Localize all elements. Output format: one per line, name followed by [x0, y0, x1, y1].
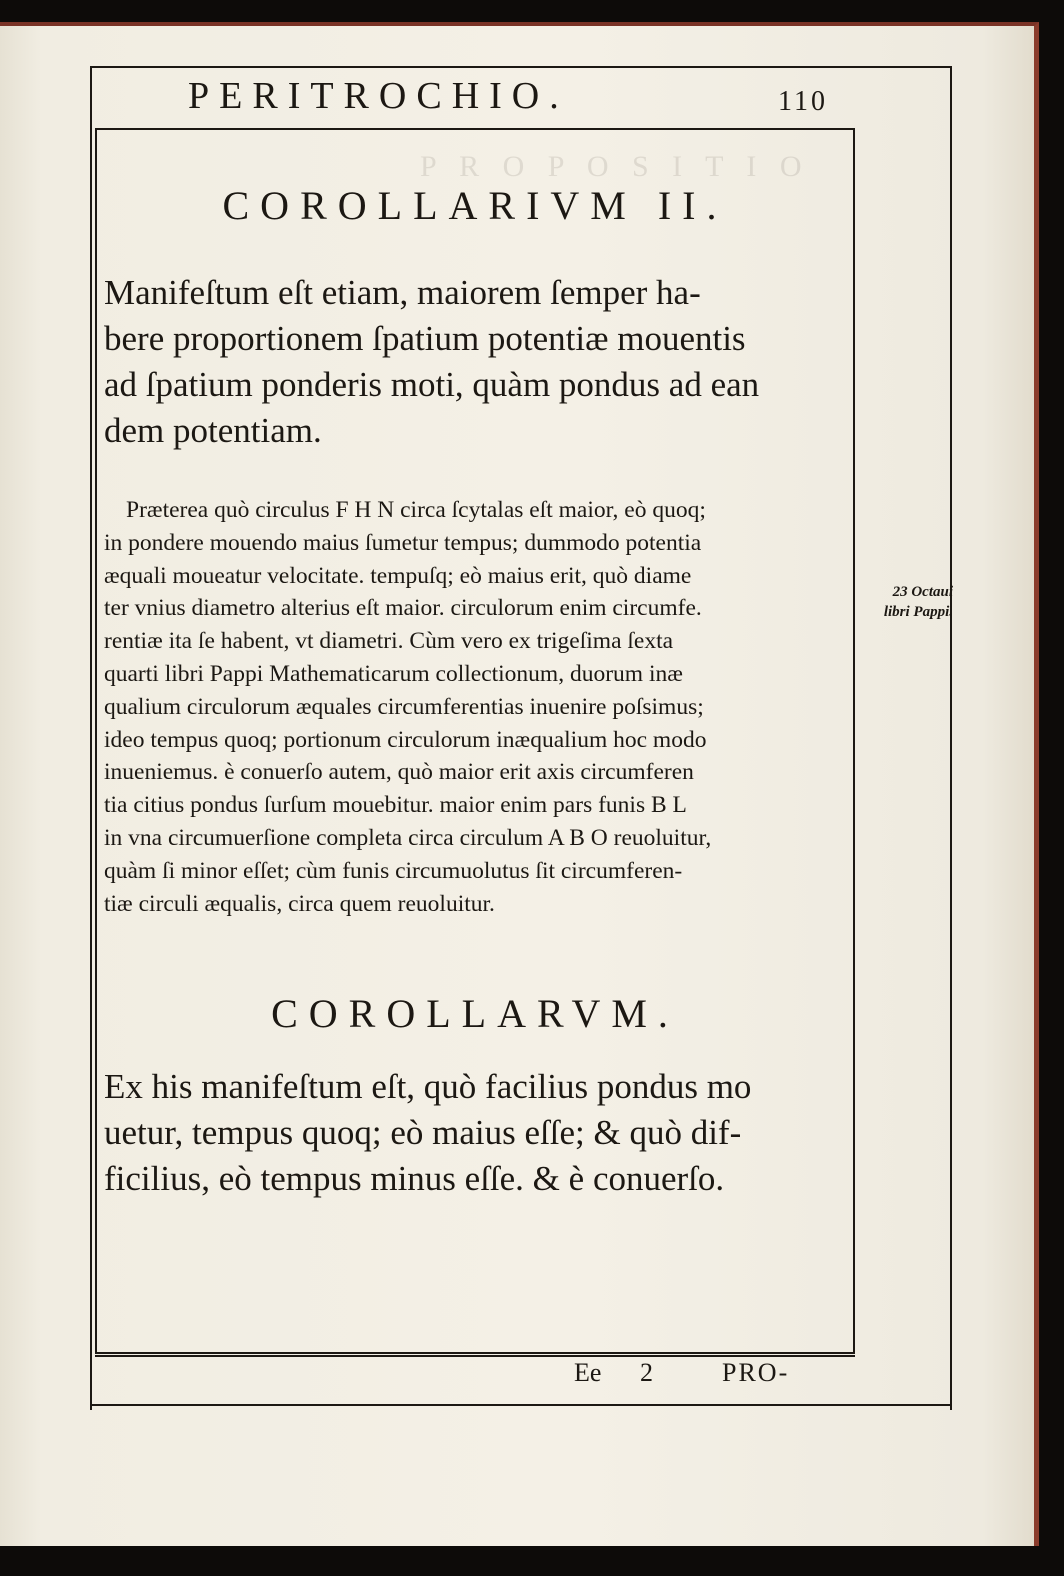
statement-line: uetur, tempus quoq; eò maius eſſe; & quò dif-	[104, 1113, 742, 1152]
statement-line: bere proportionem ſpatium potentiæ mouentis	[104, 319, 746, 358]
footer-rule-outer	[92, 1404, 950, 1406]
statement-line: Manifeſtum eſt etiam, maiorem ſemper ha-	[104, 273, 701, 312]
corollary-heading: COROLLARVM.	[271, 991, 679, 1036]
corollary-ii-statement	[104, 270, 844, 454]
corollary-heading-ii: COROLLARIVM II.	[222, 183, 728, 228]
paragraph-line: ideo tempus quoq; portionum circulorum inæqualium hoc modo	[104, 726, 707, 753]
explanation-paragraph	[104, 494, 844, 920]
statement-line: dem potentiam.	[104, 411, 322, 450]
corollary-statement	[104, 1064, 844, 1202]
paragraph-line: in vna circumuerſione completa circa circulum A B O reuoluitur,	[104, 824, 712, 851]
paragraph-line: in pondere mouendo maius ſumetur tempus; dummodo potentia	[104, 529, 702, 556]
marginal-note	[855, 582, 953, 622]
paragraph-line: Præterea quò circulus F H N circa ſcytalas eſt maior, eò quoq;	[126, 497, 706, 523]
footer-rule	[95, 1355, 855, 1357]
paragraph-line: inueniemus. è conuerſo autem, quò maior erit axis circumferen	[104, 759, 694, 786]
paragraph-line: tia citius pondus ſurſum mouebitur. maior enim pars funis B L	[104, 792, 687, 819]
statement-line: ficilius, eò tempus minus eſſe. & è conuerſo.	[104, 1159, 725, 1198]
paragraph-line: rentiæ ita ſe habent, vt diametri. Cùm vero ex trigeſima ſexta	[104, 628, 674, 655]
signature-number: 2	[640, 1358, 653, 1387]
paragraph-line: qualium circulorum æquales circumferentias inuenire poſsimus;	[104, 693, 704, 720]
paragraph-line: tiæ circuli æqualis, circa quem reuoluitur.	[104, 890, 495, 917]
marginal-note-line: 23 Octaui	[892, 584, 953, 600]
statement-line: ad ſpatium ponderis moti, quàm pondus ad ean	[104, 365, 760, 404]
paragraph-line: ter vnius diametro alterius eſt maior. circulorum enim circumfe.	[104, 595, 702, 622]
catchword: PRO-	[722, 1358, 790, 1387]
page-number: 110	[778, 86, 828, 117]
paragraph-line: quàm ſi minor eſſet; cùm funis circumuolutus ſit circumferen-	[104, 857, 683, 884]
signature-mark: Ee	[574, 1358, 602, 1387]
show-through-text: P R O P O S I T I O	[420, 150, 810, 183]
paragraph-line: quarti libri Pappi Mathematicarum collectionum, duorum inæ	[104, 660, 683, 687]
statement-line: Ex his manifeſtum eſt, quò facilius pondus mo	[104, 1067, 752, 1106]
running-title: PERITROCHIO.	[188, 75, 569, 117]
paragraph-line: æquali moueatur velocitate. tempuſq; eò maius erit, quò diame	[104, 562, 692, 589]
marginal-note-line: libri Pappi.	[883, 604, 953, 620]
